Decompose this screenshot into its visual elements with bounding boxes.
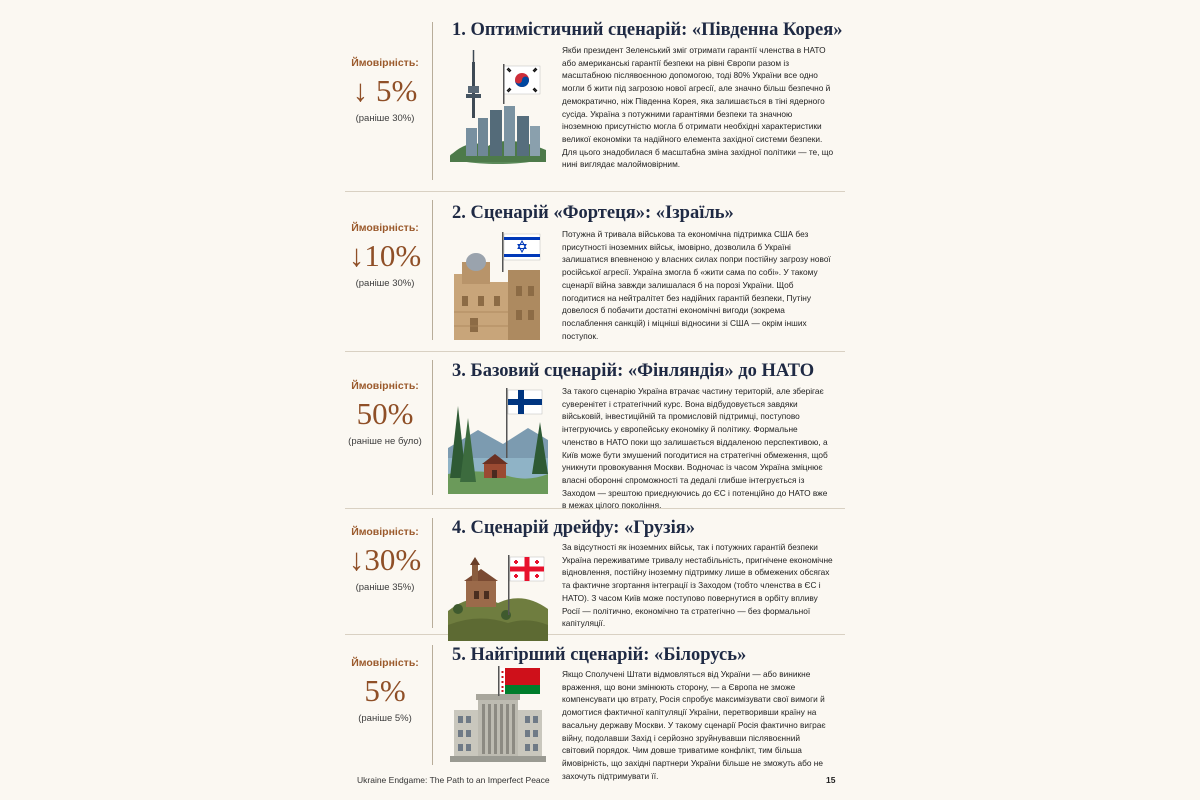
section-rule	[345, 634, 845, 635]
scenario-body: Якщо Сполучені Штати відмовляться від України — або виникне враження, що вони змінюють сторону, — а Європа не зможе компенсувати цю втрату, Росія спробує максимізувати свої вимоги й домогтися фактичної капітуляції України, перетворивши країну на васальну державу Москви. У такому сценарії Росія фактично виграє війну, подолавши Захід і серйозно зруйнувавши післявоєнний світовий порядок. Чим довше триватиме конфлікт, тим більша ймовірність, що західні партнери України більше не зможуть або не захочуть підтримувати її.	[562, 669, 826, 781]
probability-label: Ймовірність:	[351, 526, 419, 538]
probability-previous: (раніше 30%)	[355, 113, 415, 124]
minsk-government-building-illustration	[448, 664, 548, 764]
scenario-body: Якби президент Зеленський зміг отримати гарантії членства в НАТО або американські гарантії безпеки на рівні Європи разом із масштабною післявоєнною допомогою, тоді 80% України все одно могли б жити під загрозою нової агресії, але значно більш безпечно й демократично, ніж Південна Корея, яка залишається в тіні ядерного сусіда. Україна з потужними гарантіями безпеки та значною іноземною присутністю могла б отримати необхідні характеристики великої економіки та надійного елемента західної системи безпеки. Для цього знадобилася б масштабна зміна західної політики — те, що нині виглядає малоймовірним.	[562, 45, 834, 170]
section-rule	[345, 191, 845, 192]
probability-block	[340, 380, 430, 447]
belarus-flag	[498, 666, 540, 696]
finnish-lake-illustration	[448, 378, 548, 498]
probability-previous: (раніше 30%)	[355, 278, 415, 289]
section-divider-vertical	[432, 645, 433, 765]
probability-label: Ймовірність:	[351, 57, 419, 69]
footer-title: Ukraine Endgame: The Path to an Imperfect Peace	[357, 775, 550, 785]
scenario-body: За відсутності як іноземних військ, так і потужних гарантій безпеки Україна переживатиме тривалу нестабільність, пригнічене економічне відновлення, постійну іноземну підтримку лише в обмежених обсягах та фактичне згортання інтеграції із Заходом (тобто членства в ЄС і НАТО). З часом Київ може поступово повернутися в орбіту впливу Росії — політично, економічно та стратегічно — без формальної капітуляції.	[562, 542, 833, 629]
section-divider-vertical	[432, 518, 433, 628]
probability-value: 5%	[364, 673, 406, 708]
israel-flag	[502, 232, 540, 272]
probability-block	[340, 222, 430, 289]
probability-value: 50%	[356, 396, 414, 431]
probability-previous: (раніше не було)	[348, 436, 422, 447]
section-rule	[345, 351, 845, 352]
probability-label: Ймовірність:	[351, 222, 419, 234]
scenario-body: Потужна й тривала військова та економічна підтримка США без присутності іноземних військ, імовірно, дозволила б Україні залишатися впевненою у власних силах попри постійну загрозу нової російської агресії. Україна змогла б «жити сама по собі». У такому сценарії війна завжди залишалася б на порозі України. Щоб погодитися на нейтралітет без надійних гарантій безпеки, Путіну довелося б побачити достатні економічні вигоди (зокрема послаблення санкцій) і міцніші відносини зі США — окрім інших поступок.	[562, 229, 831, 341]
scenario-title: 1. Оптимістичний сценарій: «Південна Корея»	[452, 20, 843, 40]
seoul-tower-illustration	[448, 46, 548, 166]
probability-block	[340, 57, 430, 124]
probability-label: Ймовірність:	[351, 380, 419, 392]
probability-value: ↓ 5%	[352, 73, 418, 108]
probability-block	[340, 657, 430, 724]
south-korea-flag	[503, 64, 540, 104]
scenario-title: 3. Базовий сценарій: «Фінляндія» до НАТО	[452, 361, 815, 381]
probability-label: Ймовірність:	[351, 657, 419, 669]
jerusalem-fortress-illustration	[448, 226, 548, 346]
scenario-title: 2. Сценарій «Фортеця»: «Ізраїль»	[452, 203, 734, 223]
section-divider-vertical	[432, 360, 433, 495]
scenario-title: 4. Сценарій дрейфу: «Грузія»	[452, 518, 695, 538]
probability-value: ↓30%	[348, 542, 422, 577]
section-divider-vertical	[432, 200, 433, 340]
page-number: 15	[826, 775, 836, 785]
scenario-title: 5. Найгірший сценарій: «Білорусь»	[452, 645, 747, 665]
probability-previous: (раніше 35%)	[355, 582, 415, 593]
georgian-hill-fortress-illustration	[448, 536, 548, 656]
scenario-body: За такого сценарію Україна втрачає частину територій, але зберігає суверенітет і стратегічний курс. Вона відбудовується завдяки військовій, інвестиційній та промисловій підтримці, поступово інтегруючись у європейську економіку й політику. Формальне членство в НАТО поки що залишається віддаленою перспективою, а Київ може бути змушений погодитися на стратегічні обмеження, щоб уникнути провокування Москви. Водночас із часом Україна зміцнює власні оборонні спроможності та дедалі глибше інтегрується із Заходом — зрештою приєднуючись до ЄС і потенційно до НАТО вже в межах цілого покоління.	[562, 386, 828, 511]
probability-block	[340, 526, 430, 593]
section-divider-vertical	[432, 22, 433, 180]
probability-value: ↓10%	[348, 238, 422, 273]
probability-previous: (раніше 5%)	[358, 713, 412, 724]
